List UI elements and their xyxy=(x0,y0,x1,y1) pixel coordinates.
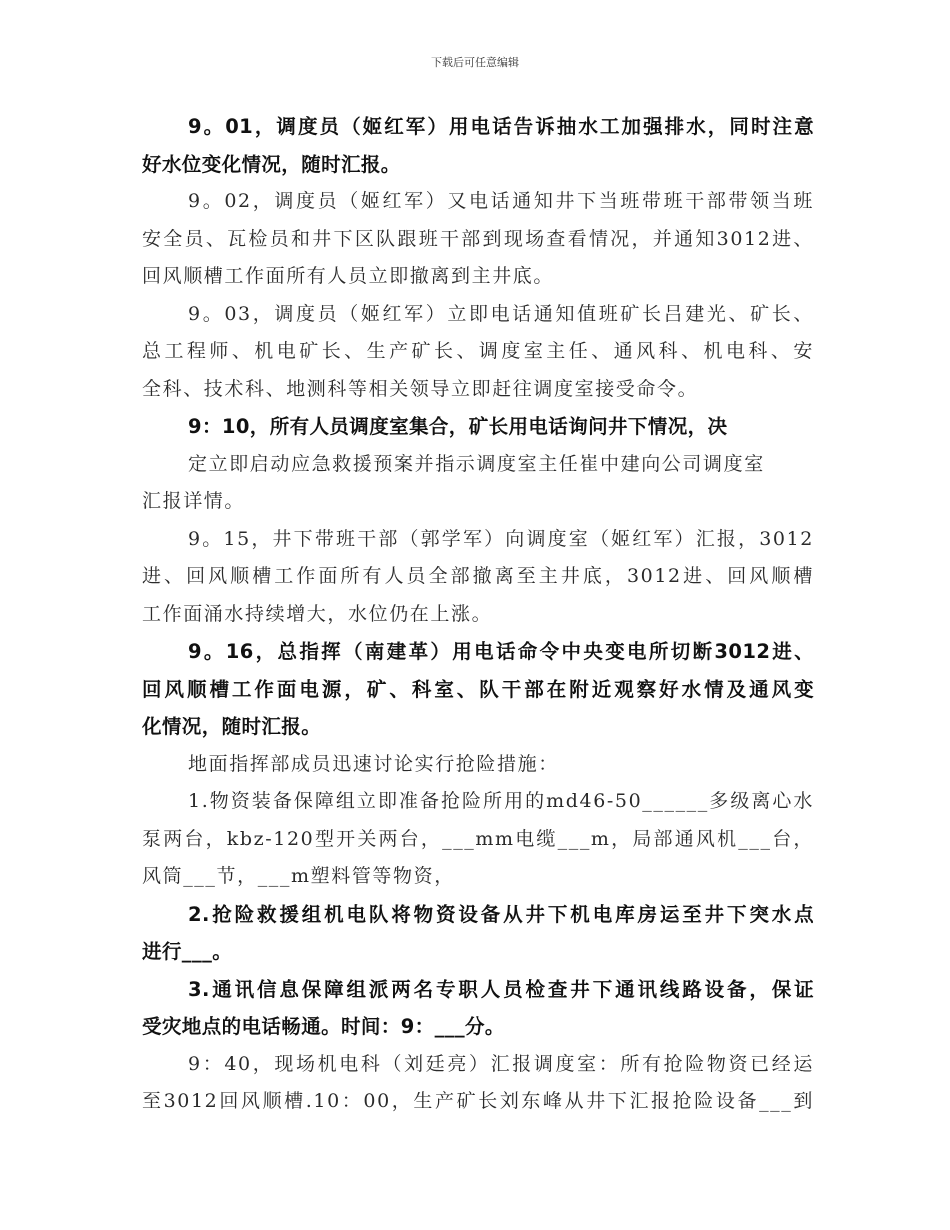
text-line: 好水位变化情况，随时汇报。 xyxy=(142,152,401,176)
text-line: 定立即启动应急救援预案并指示调度室主任崔中建向公司调度室 xyxy=(188,452,765,475)
text-line: 9：10，所有人员调度室集合，矿长用电话询问井下情况，决 xyxy=(188,415,728,438)
text-line: 9：40，现场机电科（刘廷亮）汇报调度室：所有抢险物资已经运 xyxy=(188,1052,814,1075)
text-line: 地面指挥部成员迅速讨论实行抢险措施： xyxy=(188,752,559,775)
document-body xyxy=(142,108,814,1121)
text-line: 1.物资装备保障组立即准备抢险所用的md46-50______多级离心水 xyxy=(188,790,814,812)
text-line: 泵两台，kbz-120型开关两台，___mm电缆___m，局部通风机___台， xyxy=(142,827,814,850)
text-line: 9。01，调度员（姬红军）用电话告诉抽水工加强排水，同时注意 xyxy=(188,115,814,138)
text-line: 化情况，随时汇报。 xyxy=(142,715,322,738)
text-line: 安全员、瓦检员和井下区队跟班干部到现场查看情况，并通知3012进、 xyxy=(142,227,814,250)
text-line: 9。15，井下带班干部（郭学军）向调度室（姬红军）汇报，3012 xyxy=(188,527,814,550)
text-line: 受灾地点的电话畅通。时间：9：___分。 xyxy=(142,1015,505,1038)
text-line: 回风顺槽工作面所有人员立即撤离到主井底。 xyxy=(142,265,555,287)
text-line: 至3012回风顺槽.10：00，生产矿长刘东峰从井下汇报抢险设备___到 xyxy=(142,1090,814,1112)
text-line: 9。02，调度员（姬红军）又电话通知井下当班带班干部带领当班 xyxy=(188,190,814,212)
text-line: 风筒___节，___m塑料管等物资， xyxy=(142,865,455,887)
page-header: 下载后可任意编辑 xyxy=(431,56,519,69)
text-line: 9。16，总指挥（南建革）用电话命令中央变电所切断3012进、 xyxy=(188,640,814,663)
text-line: 全科、技术科、地测科等相关领导立即赶往调度室接受命令。 xyxy=(142,377,699,400)
text-line: 总工程师、机电矿长、生产矿长、调度室主任、通风科、机电科、安 xyxy=(142,340,814,362)
text-line: 汇报详情。 xyxy=(142,490,246,512)
text-line: 工作面涌水持续增大，水位仍在上涨。 xyxy=(142,602,493,625)
text-line: 9。03，调度员（姬红军）立即电话通知值班矿长吕建光、矿长、 xyxy=(188,302,814,325)
text-line: 回风顺槽工作面电源，矿、科室、队干部在附近观察好水情及通风变 xyxy=(142,677,814,701)
text-line: 进行___。 xyxy=(142,940,233,963)
text-line: 2.抢险救援组机电队将物资设备从井下机电库房运至井下突水点 xyxy=(188,902,814,926)
text-line: 3.通讯信息保障组派两名专职人员检查井下通讯线路设备，保证 xyxy=(188,977,814,1001)
text-line: 进、回风顺槽工作面所有人员全部撤离至主井底，3012进、回风顺槽 xyxy=(142,565,814,587)
